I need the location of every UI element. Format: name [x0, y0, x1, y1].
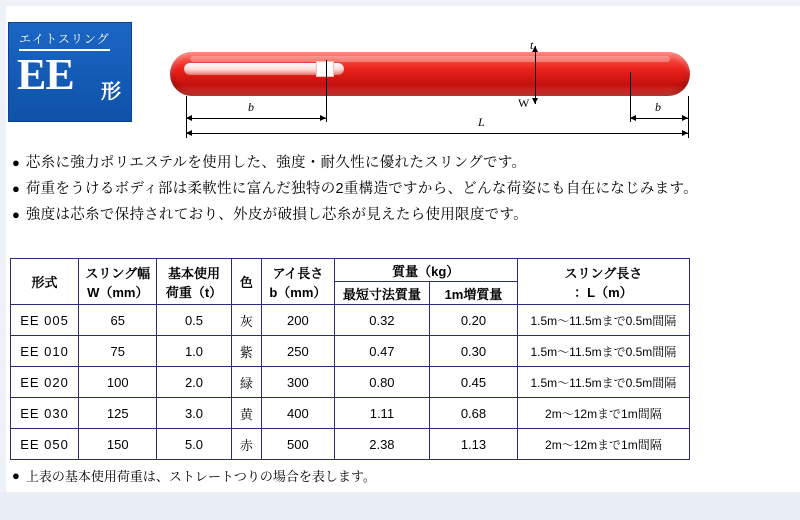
dim-arrow-t-down: [532, 98, 538, 104]
cell-model: EE 050: [11, 429, 79, 460]
cell-mass-inc: 0.20: [430, 305, 518, 336]
sling-highlight: [190, 56, 670, 62]
cell-mass-min: 0.47: [334, 336, 430, 367]
header-length-line1: スリング長さ: [564, 265, 643, 281]
cell-eye-length: 300: [262, 367, 335, 398]
header-width-line1: スリング幅: [85, 265, 151, 281]
cell-model: EE 005: [11, 305, 79, 336]
cell-model: EE 020: [11, 367, 79, 398]
cell-color: 黄: [231, 398, 262, 429]
dim-arrow-b-right-1: [630, 115, 636, 121]
cell-mass-inc: 0.68: [430, 398, 518, 429]
model-logo-box: [8, 22, 132, 122]
bullet-dot-icon: ●: [12, 207, 20, 222]
table-row: [11, 429, 690, 460]
product-illustration: [0, 0, 800, 148]
cell-eye-length: 500: [262, 429, 335, 460]
cell-load: 0.5: [157, 305, 231, 336]
header-model: 形式: [11, 259, 79, 305]
header-color: 色: [231, 259, 262, 305]
cell-width: 150: [79, 429, 157, 460]
cell-color: 緑: [231, 367, 262, 398]
specification-table: [10, 258, 690, 460]
cell-mass-inc: 0.45: [430, 367, 518, 398]
dim-arrow-b-left-2: [320, 115, 326, 121]
cell-mass-min: 0.32: [334, 305, 430, 336]
dim-label-L: L: [478, 115, 485, 129]
sling-drawing: [170, 52, 690, 96]
dim-tick-t: [535, 46, 536, 104]
dim-label-b-left: b: [248, 100, 254, 114]
dim-arrow-L-1: [186, 130, 192, 136]
table-row: [11, 305, 690, 336]
dim-tick-b-left-end: [326, 60, 327, 122]
cell-width: 75: [79, 336, 157, 367]
footnote-text: 上表の基本使用荷重は、ストレートつりの場合を表します。: [25, 469, 376, 484]
header-length-line2: ：L（m）: [574, 284, 633, 300]
table-row: [11, 367, 690, 398]
header-eye-length: [262, 259, 335, 305]
table-row: [11, 336, 690, 367]
cell-color: 赤: [231, 429, 262, 460]
cell-sling-length: 2m〜12mまで1m間隔: [517, 429, 689, 460]
cell-mass-min: 2.38: [334, 429, 430, 460]
header-eye-line2: b（mm）: [269, 284, 327, 300]
cell-load: 2.0: [157, 367, 231, 398]
feature-text: 強度は芯糸で保持されており、外皮が破損し芯糸が見えたら使用限度です。: [25, 207, 528, 223]
dim-label-W: W: [518, 96, 530, 110]
dim-label-t: t: [530, 38, 534, 52]
cell-mass-inc: 0.30: [430, 336, 518, 367]
dim-line-b-right: [630, 118, 688, 119]
bullet-dot-icon: ●: [12, 181, 20, 196]
cell-width: 65: [79, 305, 157, 336]
cell-sling-length: 1.5m〜11.5mまで0.5m間隔: [517, 336, 689, 367]
dim-line-L: [186, 133, 688, 134]
table-row: [11, 398, 690, 429]
feature-text: 芯糸に強力ポリエステルを使用した、強度・耐久性に優れたスリングです。: [25, 155, 527, 171]
table-header-row: [11, 259, 690, 282]
cell-eye-length: 250: [262, 336, 335, 367]
header-width: [79, 259, 157, 305]
page-bottom-band: [0, 492, 800, 520]
cell-color: 灰: [231, 305, 262, 336]
list-item: [12, 204, 788, 230]
dim-line-b-left: [186, 118, 326, 119]
header-sling-length: [517, 259, 689, 305]
header-mass-min: 最短寸法質量: [334, 282, 430, 305]
bullet-dot-icon: ●: [12, 155, 20, 170]
header-eye-line1: アイ長さ: [272, 265, 324, 281]
cell-load: 3.0: [157, 398, 231, 429]
header-mass-inc: 1m増質量: [430, 282, 518, 305]
list-item: [12, 152, 788, 178]
list-item: [12, 178, 788, 204]
cell-mass-min: 1.11: [334, 398, 430, 429]
dim-label-b-right: b: [655, 100, 661, 114]
dim-arrow-L-2: [682, 130, 688, 136]
cell-sling-length: 2m〜12mまで1m間隔: [517, 398, 689, 429]
cell-eye-length: 200: [262, 305, 335, 336]
logo-model-label: EE: [17, 50, 74, 99]
cell-mass-inc: 1.13: [430, 429, 518, 460]
feature-list: [12, 152, 788, 230]
logo-series-label: エイトスリング: [19, 30, 110, 51]
cell-model: EE 030: [11, 398, 79, 429]
header-mass-group: 質量（kg）: [334, 259, 517, 282]
cell-load: 5.0: [157, 429, 231, 460]
header-width-line2: W（mm）: [87, 284, 149, 300]
table-footnote: [12, 466, 376, 485]
cell-load: 1.0: [157, 336, 231, 367]
dim-tick-L-end: [688, 116, 689, 138]
header-load: [157, 259, 231, 305]
cell-mass-min: 0.80: [334, 367, 430, 398]
sling-eye-cap: [316, 61, 334, 77]
header-load-line1: 基本使用: [167, 265, 220, 281]
logo-suffix-label: 形: [101, 81, 121, 103]
cell-width: 100: [79, 367, 157, 398]
cell-model: EE 010: [11, 336, 79, 367]
header-load-line2: 荷重（t）: [165, 284, 223, 300]
cell-eye-length: 400: [262, 398, 335, 429]
cell-sling-length: 1.5m〜11.5mまで0.5m間隔: [517, 367, 689, 398]
feature-text: 荷重をうけるボディ部は柔軟性に富んだ独特の2重構造ですから、どんな荷姿にも自在になじみます。: [25, 181, 698, 197]
bullet-dot-icon: ●: [12, 467, 20, 483]
cell-sling-length: 1.5m〜11.5mまで0.5m間隔: [517, 305, 689, 336]
cell-color: 紫: [231, 336, 262, 367]
cell-width: 125: [79, 398, 157, 429]
